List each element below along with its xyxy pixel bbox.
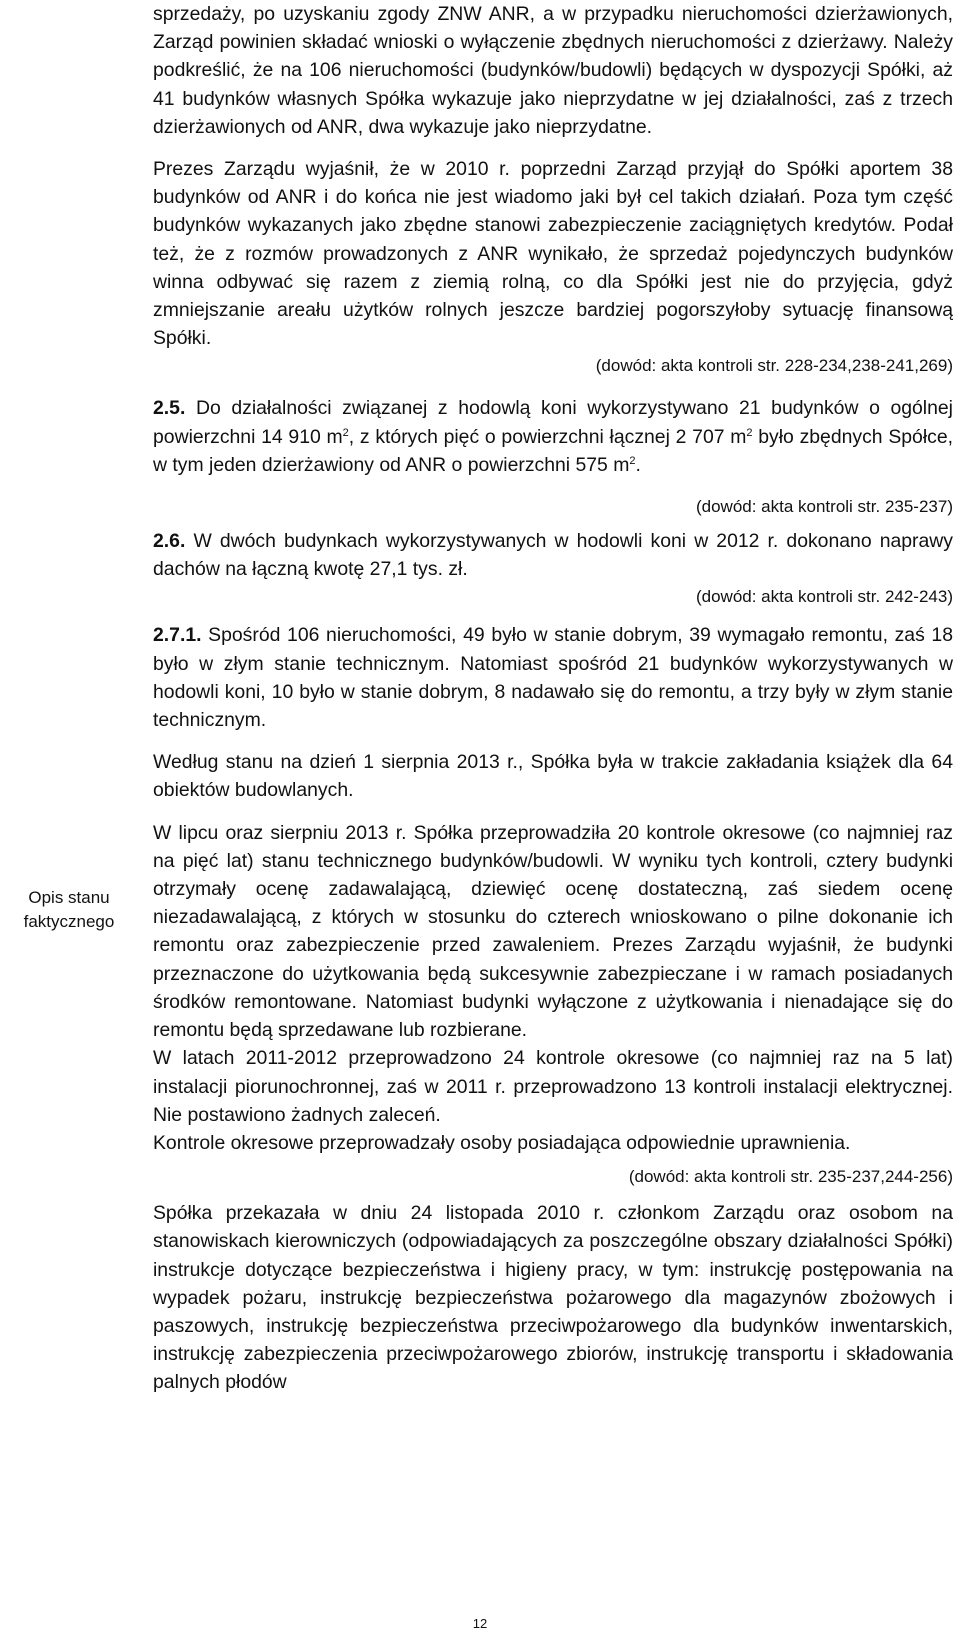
section-2-5 — [153, 394, 953, 479]
section-text: W dwóch budynkach wykorzystywanych w hodowli koni w 2012 r. dokonano naprawy dachów na łączną kwotę 27,1 tys. zł. — [153, 530, 953, 581]
evidence-reference: (dowód: akta kontroli str. 242-243) — [695, 587, 953, 607]
superscript: 2 — [342, 426, 349, 439]
section-text: , z których pięć o powierzchni łącznej 2 707 m — [348, 425, 747, 448]
paragraph: W latach 2011-2012 przeprowadzono 24 kontrole okresowe (co najmniej raz na 5 lat) instalacji piorunochronnej, zaś w 2011 r. przeprowadzono 13 kontroli instalacji elektrycznej. Nie postawiono żadnych zaleceń. — [153, 1047, 953, 1126]
paragraph: Spółka przekazała w dniu 24 listopada 2010 r. członkom Zarządu oraz osobom na stanowiskach kierowniczych (odpowiadających za poszczególne obszary działalności Spółki) instrukcje dotyczące bezpieczeństwa i higieny pracy, w tym: instrukcję postępowania na wypadek pożaru, instrukcję bezpieczeństwa pożarowego dla magazynów zbożowych i paszowych, instrukcję bezpieczeństwa przeciwpożarowego dla budynków inwentarskich, instrukcję zabezpieczenia przeciwpożarowego zbiorów, instrukcję transportu i składowania palnych płodów — [153, 1202, 953, 1394]
superscript: 2 — [629, 454, 636, 467]
section-label — [0, 886, 138, 934]
paragraph: Kontrole okresowe przeprowadzały osoby posiadająca odpowiednie uprawnienia. — [153, 1131, 851, 1154]
section-number: 2.6. — [153, 530, 186, 553]
section-2-7-1 — [153, 621, 953, 734]
section-text: . — [635, 453, 641, 476]
section-number: 2.7.1. — [153, 624, 202, 647]
page-number: 12 — [472, 1616, 488, 1631]
evidence-reference: (dowód: akta kontroli str. 235-237,244-256) — [628, 1167, 953, 1187]
section-2-6 — [153, 527, 953, 583]
document-body — [153, 0, 953, 1397]
section-text: Spośród 106 nieruchomości, 49 było w stanie dobrym, 39 wymagało remontu, zaś 18 było w złym stanie technicznym. Natomiast spośród 21 budynków wykorzystywanych w hodowli koni, 10 było w stanie dobrym, 8 nadawało się do remontu, a trzy były w złym stanie technicznym. — [153, 624, 954, 732]
paragraph: sprzedaży, po uzyskaniu zgody ZNW ANR, a w przypadku nieruchomości dzierżawionych, Zarząd powinien składać wnioski o wyłączenie zbędnych nieruchomości z dzierżawy. Należy podkreślić, że na 106 nieruchomości (budynków/budowli) będących w dyspozycji Spółki, aż 41 budynków własnych Spółka wykazuje jako nieprzydatne w jej działalności, zaś z trzech dzierżawionych od ANR, dwa wykazuje jako nieprzydatne. — [153, 3, 953, 138]
section-text: było zbędnych Spółce, w tym jeden dzierżawiony od ANR o powierzchni 575 m — [153, 425, 953, 476]
section-text: Do działalności związanej z hodowlą koni wykorzystywano 21 budynków o ogólnej powierzchni 14 910 m — [153, 397, 953, 448]
evidence-reference: (dowód: akta kontroli str. 235-237) — [695, 497, 953, 517]
section-label-line1: Opis stanu — [28, 888, 110, 907]
section-number: 2.5. — [153, 397, 186, 420]
paragraph: W lipcu oraz sierpniu 2013 r. Spółka przeprowadziła 20 kontrole okresowe (co najmniej raz na pięć lat) stanu technicznego budynków/budowli. W wyniku tych kontroli, cztery budynki otrzymały ocenę zadawalającą, dziewięć ocenę dostateczną, zaś siedem ocenę niezadawalającą, z których w stosunku do czterech wnioskowano o pilne dokonanie ich remontu oraz zabezpieczenie przed zawaleniem. Prezes Zarządu wyjaśnił, że budynki przeznaczone do użytkowania będą sukcesywnie zabezpieczane i w ramach posiadanych środków remontowane. Natomiast budynki wyłączone z użytkowania i nienadające się do remontu będą sprzedawane lub rozbierane. — [153, 821, 953, 1042]
superscript: 2 — [746, 426, 753, 439]
paragraph: Według stanu na dzień 1 sierpnia 2013 r., Spółka była w trakcie zakładania książek dla 64 obiektów budowlanych. — [153, 751, 953, 802]
paragraph: Prezes Zarządu wyjaśnił, że w 2010 r. poprzedni Zarząd przyjął do Spółki aportem 38 budynków od ANR i do końca nie jest wiadomo jaki był cel takich działań. Poza tym część budynków wykazanych jako zbędne stanowi zabezpieczenie zaciągniętych kredytów. Podał też, że z rozmów prowadzonych z ANR wynikało, że sprzedaż pojedynczych budynków winna odbywać się razem z ziemią rolną, co dla Spółki jest nie do przyjęcia, gdyż zmniejszanie areału użytków rolnych jeszcze bardziej pogorszyłoby sytuację finansową Spółki. — [153, 158, 953, 350]
section-label-line2: faktycznego — [23, 912, 115, 931]
sidebar — [0, 0, 138, 1646]
evidence-reference: (dowód: akta kontroli str. 228-234,238-241,269) — [595, 356, 953, 376]
